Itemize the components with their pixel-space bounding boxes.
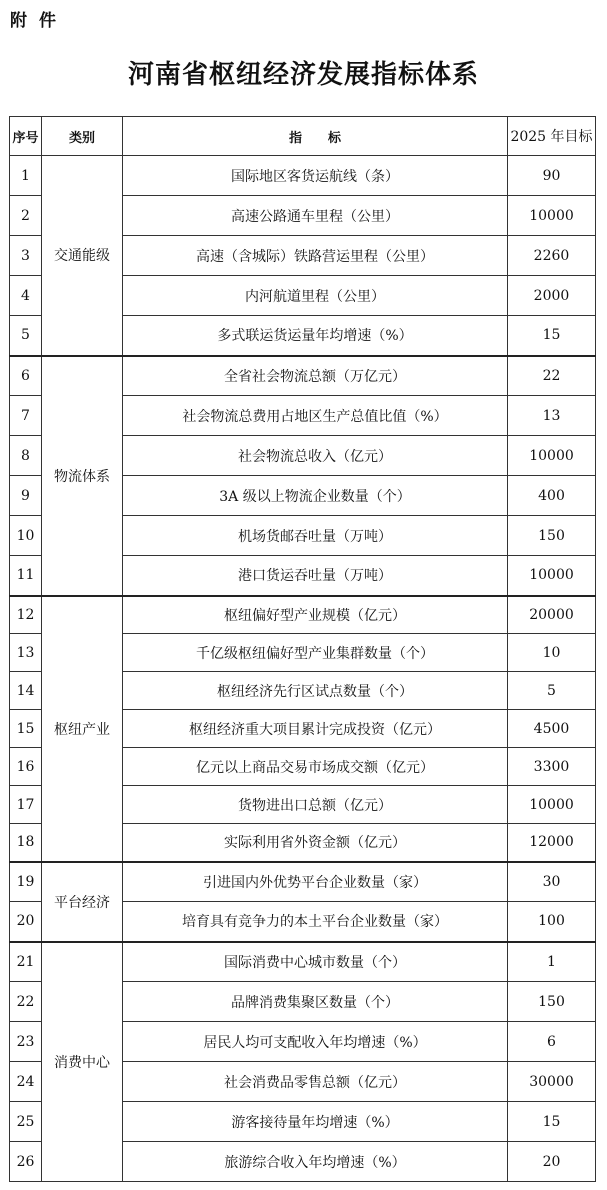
row-target: 400 [508, 476, 596, 516]
row-indicator: 引进国内外优势平台企业数量（家） [123, 862, 508, 902]
row-target: 100 [508, 902, 596, 942]
indicator-table [9, 116, 596, 1182]
row-seq: 23 [10, 1022, 42, 1062]
row-target: 20 [508, 1142, 596, 1182]
row-target: 6 [508, 1022, 596, 1062]
row-indicator: 国际地区客货运航线（条） [123, 156, 508, 196]
row-indicator: 多式联运货运量年均增速（%） [123, 316, 508, 356]
row-seq: 3 [10, 236, 42, 276]
row-indicator: 货物进出口总额（亿元） [123, 786, 508, 824]
table-row [10, 596, 596, 634]
row-target: 4500 [508, 710, 596, 748]
row-indicator: 高速（含城际）铁路营运里程（公里） [123, 236, 508, 276]
row-seq: 18 [10, 824, 42, 862]
row-seq: 17 [10, 786, 42, 824]
row-target: 22 [508, 356, 596, 396]
row-target: 10000 [508, 556, 596, 596]
table-row [10, 862, 596, 902]
table-row [10, 156, 596, 196]
row-indicator: 枢纽经济重大项目累计完成投资（亿元） [123, 710, 508, 748]
row-seq: 9 [10, 476, 42, 516]
row-seq: 5 [10, 316, 42, 356]
row-category: 消费中心 [42, 942, 123, 1182]
row-seq: 16 [10, 748, 42, 786]
row-indicator: 旅游综合收入年均增速（%） [123, 1142, 508, 1182]
row-target: 90 [508, 156, 596, 196]
row-target: 10000 [508, 786, 596, 824]
table-row [10, 942, 596, 982]
row-target: 5 [508, 672, 596, 710]
row-indicator: 社会物流总费用占地区生产总值比值（%） [123, 396, 508, 436]
row-seq: 4 [10, 276, 42, 316]
row-indicator: 机场货邮吞吐量（万吨） [123, 516, 508, 556]
row-seq: 24 [10, 1062, 42, 1102]
row-indicator: 港口货运吞吐量（万吨） [123, 556, 508, 596]
header-target: 2025 年目标 [508, 117, 596, 156]
row-seq: 15 [10, 710, 42, 748]
row-seq: 21 [10, 942, 42, 982]
row-indicator: 居民人均可支配收入年均增速（%） [123, 1022, 508, 1062]
row-seq: 20 [10, 902, 42, 942]
header-category: 类别 [42, 117, 123, 156]
row-target: 1 [508, 942, 596, 982]
row-target: 10000 [508, 436, 596, 476]
row-seq: 8 [10, 436, 42, 476]
row-indicator: 培育具有竞争力的本土平台企业数量（家） [123, 902, 508, 942]
row-seq: 25 [10, 1102, 42, 1142]
row-indicator: 枢纽经济先行区试点数量（个） [123, 672, 508, 710]
row-target: 150 [508, 982, 596, 1022]
row-seq: 12 [10, 596, 42, 634]
table-row [10, 356, 596, 396]
row-target: 10000 [508, 196, 596, 236]
row-seq: 22 [10, 982, 42, 1022]
row-seq: 7 [10, 396, 42, 436]
row-indicator: 枢纽偏好型产业规模（亿元） [123, 596, 508, 634]
row-indicator: 社会消费品零售总额（亿元） [123, 1062, 508, 1102]
row-target: 2260 [508, 236, 596, 276]
row-category: 交通能级 [42, 156, 123, 356]
header-seq: 序号 [10, 117, 42, 156]
row-indicator: 高速公路通车里程（公里） [123, 196, 508, 236]
row-indicator: 亿元以上商品交易市场成交额（亿元） [123, 748, 508, 786]
row-target: 13 [508, 396, 596, 436]
row-target: 20000 [508, 596, 596, 634]
row-indicator: 3A 级以上物流企业数量（个） [123, 476, 508, 516]
row-target: 30 [508, 862, 596, 902]
row-seq: 26 [10, 1142, 42, 1182]
row-seq: 6 [10, 356, 42, 396]
row-target: 12000 [508, 824, 596, 862]
row-target: 15 [508, 316, 596, 356]
document-title: 河南省枢纽经济发展指标体系 [127, 60, 479, 90]
row-target: 2000 [508, 276, 596, 316]
row-indicator: 国际消费中心城市数量（个） [123, 942, 508, 982]
row-category: 物流体系 [42, 356, 123, 596]
row-category: 枢纽产业 [42, 596, 123, 862]
row-target: 3300 [508, 748, 596, 786]
attachment-label: 附件 [10, 11, 68, 31]
table-body [10, 156, 596, 1182]
row-indicator: 社会物流总收入（亿元） [123, 436, 508, 476]
row-indicator: 全省社会物流总额（万亿元） [123, 356, 508, 396]
row-indicator: 千亿级枢纽偏好型产业集群数量（个） [123, 634, 508, 672]
row-target: 30000 [508, 1062, 596, 1102]
row-indicator: 游客接待量年均增速（%） [123, 1102, 508, 1142]
row-indicator: 内河航道里程（公里） [123, 276, 508, 316]
row-seq: 2 [10, 196, 42, 236]
row-seq: 19 [10, 862, 42, 902]
header-indicator: 指 标 [123, 117, 508, 156]
row-indicator: 实际利用省外资金额（亿元） [123, 824, 508, 862]
row-indicator: 品牌消费集聚区数量（个） [123, 982, 508, 1022]
row-seq: 1 [10, 156, 42, 196]
row-seq: 14 [10, 672, 42, 710]
row-category: 平台经济 [42, 862, 123, 942]
row-seq: 10 [10, 516, 42, 556]
row-seq: 11 [10, 556, 42, 596]
row-target: 150 [508, 516, 596, 556]
row-target: 10 [508, 634, 596, 672]
table-header-row [10, 117, 596, 156]
row-target: 15 [508, 1102, 596, 1142]
row-seq: 13 [10, 634, 42, 672]
